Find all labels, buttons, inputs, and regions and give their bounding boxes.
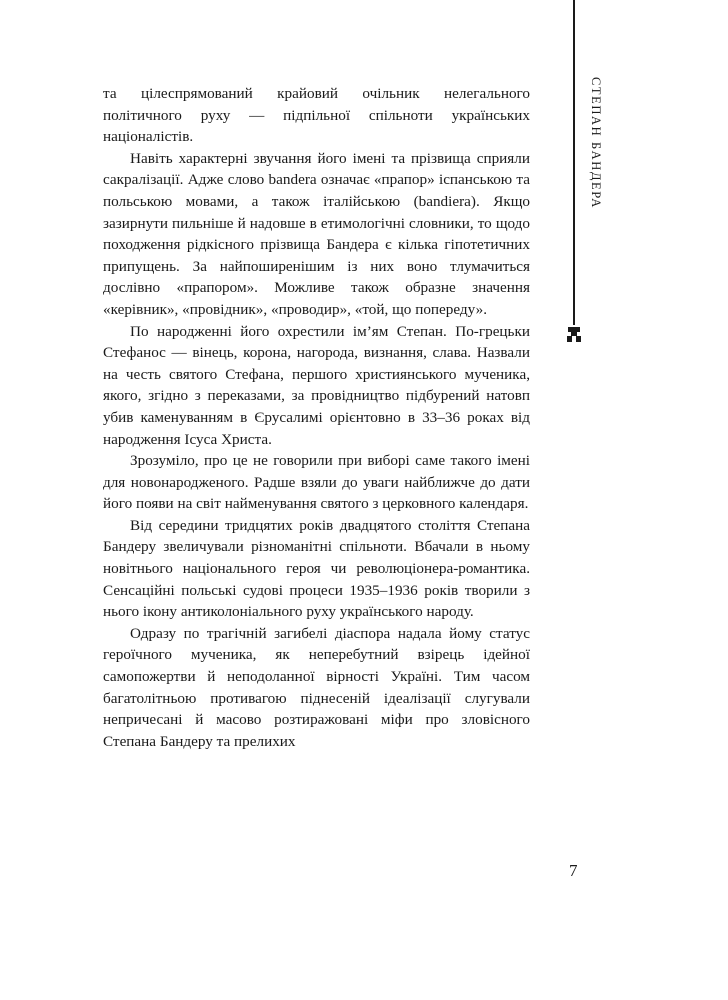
paragraph: Одразу по трагічній загибелі діаспора надала йому статус героїчного мученика, як неперебутний взірець ідейної самопожертви й неподоланної вірності Україні. Тим часом багатолітньою противагою піднесеній ідеалізації слугували непричесані й масово розтиражовані міфи про зловісного Степана Бандеру та прелихих [103, 624, 530, 750]
paragraph: Зрозуміло, про це не говорили при виборі саме такого імені для новонародженого. Радше взяли до уваги найближче до дати його появи на світ найменування святого з церковного календаря. [103, 452, 530, 513]
paragraph: Навіть характерні звучання його імені та прізвища сприяли сакралізації. Адже слово bandera означає «прапор» іспанською та польською мовами, а також італійською (bandiera). Якщо зазирнути пильніше й надовше в етимологічні словники, то щодо походження рідкісного прізвища Бандера є кілька гіпотетичних припущень. За найпоширенішим із них воно тлумачиться дослівно «прапором». Можливе також образне значення «керівник», «провідник», «проводир», «той, що попереду». [103, 149, 530, 318]
paragraph: По народженні його охрестили ім’ям Степан. По-грецьки Стефанос — вінець, корона, нагорода, визнання, слава. Назвали на честь святого Стефана, першого християнського мученика, якого, згідно з переказами, за провідництво підбурений натовп убив каменуванням в Єрусалимі орієнтовно в 33–36 роках від народження Ісуса Христа. [103, 322, 530, 448]
side-rule [573, 0, 575, 325]
body-text [103, 83, 530, 752]
paragraph: та цілеспрямований крайовий очільник нелегального політичного руху — підпільної спільноти українських націоналістів. [103, 85, 530, 146]
running-title: СТЕПАН БАНДЕРА [589, 77, 603, 209]
book-ornament-icon [567, 327, 581, 343]
page-number: 7 [569, 861, 578, 880]
paragraph: Від середини тридцятих років двадцятого століття Степана Бандеру звеличували різноманітні спільноти. Вбачали в ньому новітнього національного героя чи революціонера-романтика. Сенсаційні польські судові процеси 1935–1936 років творили з нього ікону антиколоніального руху українського народу. [103, 516, 530, 621]
